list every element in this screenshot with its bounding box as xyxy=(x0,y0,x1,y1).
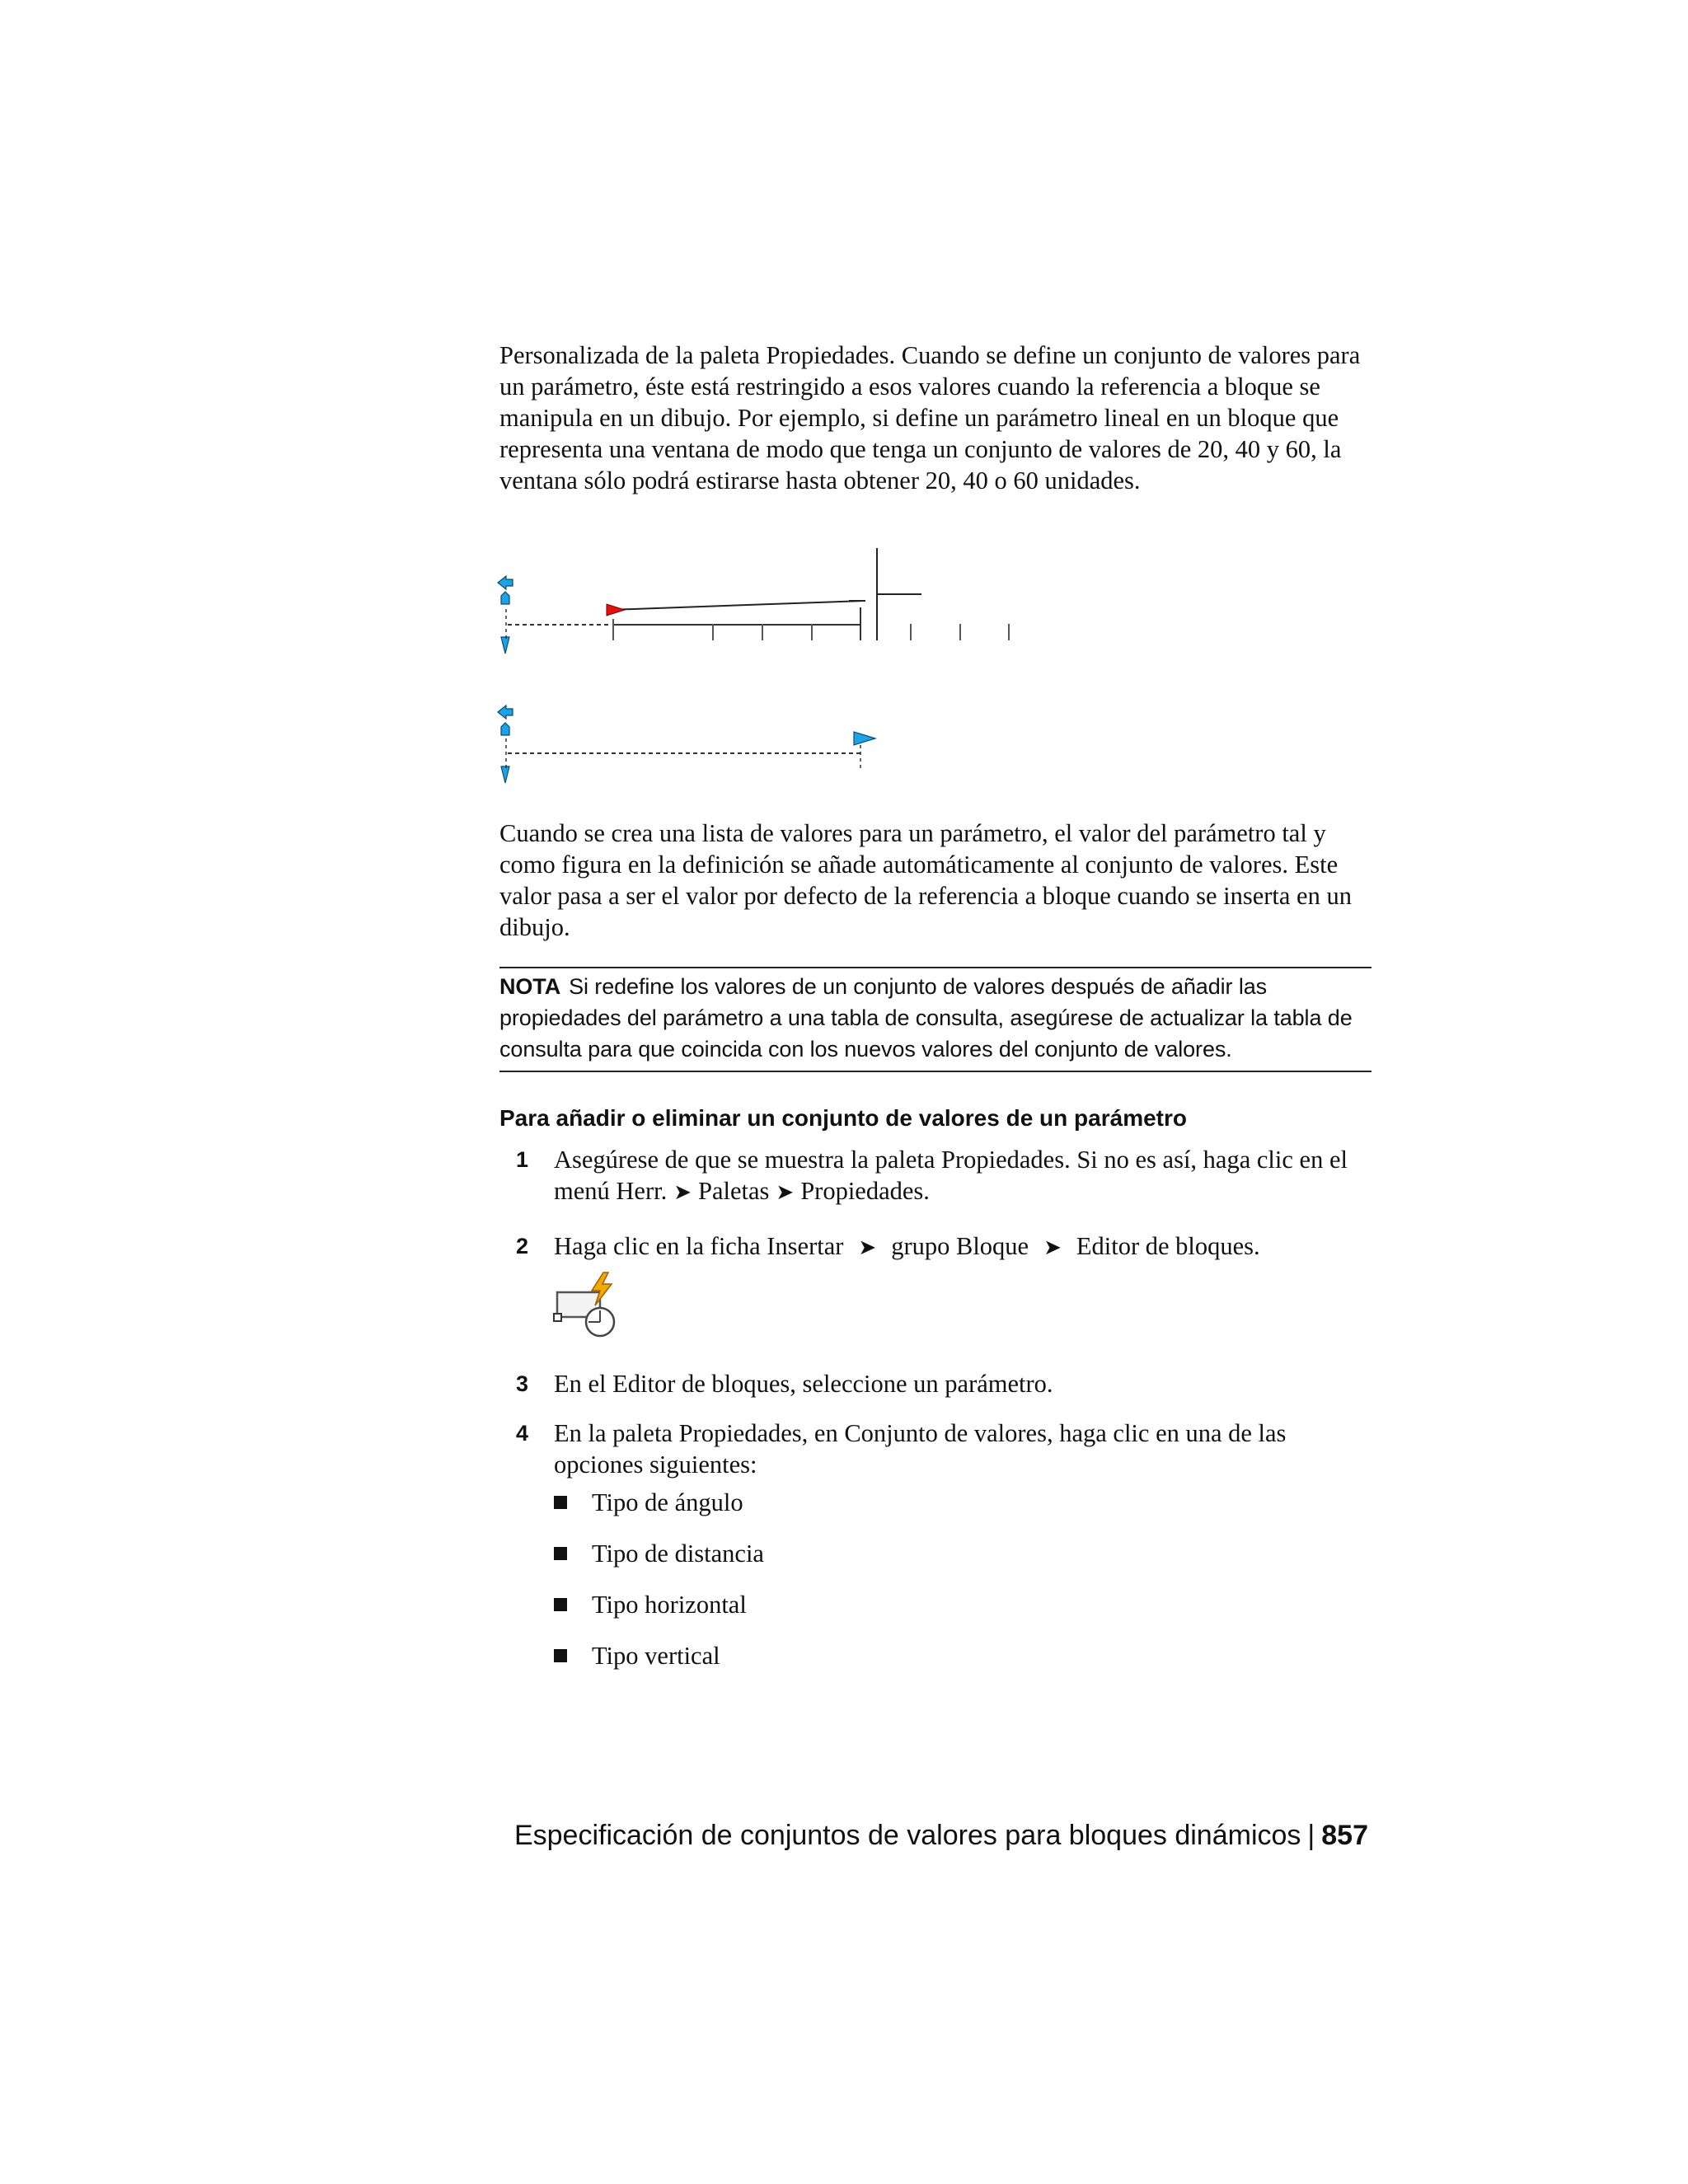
block-editor-icon xyxy=(552,1269,626,1343)
step-text: Asegúrese de que se muestra la paleta Propiedades. Si no es así, haga clic en el menú Herr. ➤ Paletas ➤ Propiedades. xyxy=(554,1144,1373,1208)
grip-base-icon xyxy=(501,723,509,735)
rubber-band-line xyxy=(610,601,864,610)
page-footer xyxy=(514,1817,1368,1854)
intro-paragraph: Personalizada de la paleta Propiedades. Cuando se define un conjunto de valores para un parámetro, éste está restringido a esos valores cuando la referencia a bloque se manipula en un dibujo. Por ejemplo, si define un parámetro lineal en un bloque que representa una ventana de modo que tenga un conjunto de valores de 20, 40 y 60, la ventana sólo podrá estirarse hasta obtener 20, 40 o 60 unidades. xyxy=(499,341,1361,494)
note-block xyxy=(499,971,1373,1065)
blue-grip-icon xyxy=(854,732,875,745)
arrow-right-icon: ➤ xyxy=(673,1180,692,1204)
grip-arrow-left-icon xyxy=(498,576,513,589)
step-number: 2 xyxy=(516,1234,529,1258)
bullet-square-icon xyxy=(554,1496,567,1509)
arrow-right-icon: ➤ xyxy=(858,1235,877,1259)
page-number: 857 xyxy=(1321,1820,1368,1851)
step-text: Haga clic en la ficha Insertar ➤ grupo Bloque ➤ Editor de bloques. xyxy=(554,1230,1373,1263)
linear-parameter-result-figure xyxy=(495,701,890,791)
step-text: En la paleta Propiedades, en Conjunto de valores, haga clic en una de las opciones siguientes: xyxy=(554,1419,1287,1479)
step-number: 1 xyxy=(516,1147,529,1172)
bullet-square-icon xyxy=(554,1598,567,1611)
note-bottom-rule xyxy=(499,1071,1372,1072)
note-text: Si redefine los valores de un conjunto de valores después de añadir las propiedades del parámetro a una tabla de consulta, asegúrese de actualizar la tabla de consulta para que coincida con los nuevos valores del conjunto de valores. xyxy=(499,974,1353,1062)
note-top-rule xyxy=(499,967,1372,968)
grip-arrow-down-icon xyxy=(501,637,509,654)
bullet-square-icon xyxy=(554,1547,567,1560)
arrow-right-icon: ➤ xyxy=(776,1180,795,1204)
footer-title: Especificación de conjuntos de valores para bloques dinámicos xyxy=(513,1820,1301,1851)
red-grip-icon xyxy=(607,604,625,616)
step-text: En el Editor de bloques, seleccione un parámetro. xyxy=(554,1370,1053,1398)
step-number: 3 xyxy=(516,1371,529,1396)
bullet-square-icon xyxy=(554,1649,567,1662)
grip-arrow-down-icon xyxy=(501,766,509,783)
linear-parameter-stretch-figure xyxy=(495,548,1022,672)
second-paragraph: Cuando se crea una lista de valores para un parámetro, el valor del parámetro tal y como figura en la definición se añade automáticamente al conjunto de valores. Este valor pasa a ser el valor por defecto de la referencia a bloque cuando se inserta en un dibujo. xyxy=(499,819,1352,941)
grip-base-icon xyxy=(501,592,509,604)
note-label: NOTA xyxy=(499,974,561,999)
procedure-heading: Para añadir o eliminar un conjunto de valores de un parámetro xyxy=(499,1105,1187,1131)
step-number: 4 xyxy=(516,1421,529,1446)
grip-arrow-left-icon xyxy=(498,705,513,719)
footer-separator: | xyxy=(1307,1820,1315,1851)
arrow-right-icon: ➤ xyxy=(1043,1235,1062,1259)
